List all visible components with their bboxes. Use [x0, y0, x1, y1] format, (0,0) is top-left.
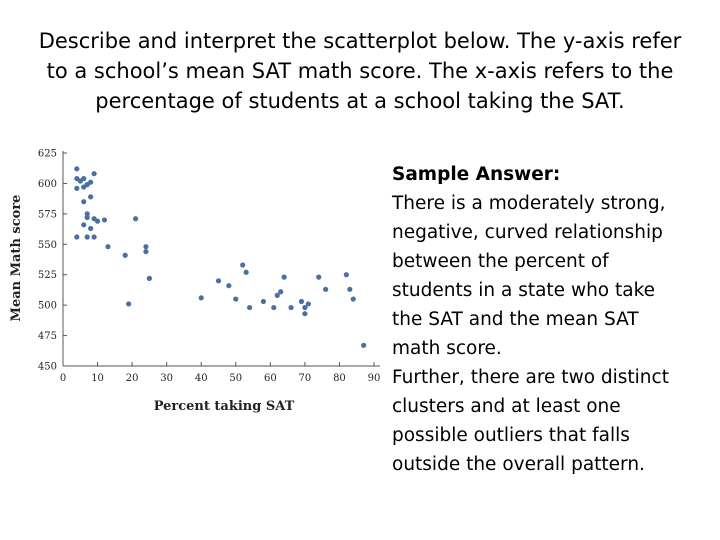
data-point — [92, 171, 97, 176]
answer-line: students in a state who take — [392, 280, 656, 301]
x-tick-label: 50 — [229, 373, 243, 384]
data-point — [123, 253, 128, 258]
data-point — [199, 295, 204, 300]
y-tick-label: 575 — [37, 209, 57, 221]
y-axis-title: Mean Math score — [9, 194, 24, 322]
data-point — [306, 301, 311, 306]
data-point — [344, 272, 349, 277]
data-point — [85, 215, 90, 220]
x-tick-label: 80 — [333, 373, 346, 384]
data-point — [133, 216, 138, 221]
data-point — [271, 305, 276, 310]
data-points — [74, 166, 366, 348]
data-point — [143, 249, 148, 254]
y-tick-label: 600 — [37, 178, 57, 190]
data-point — [299, 299, 304, 304]
question-text — [30, 26, 690, 116]
answer-heading: Sample Answer: — [392, 164, 561, 185]
x-tick-label: 70 — [298, 373, 312, 384]
data-point — [226, 283, 231, 288]
scatterplot — [0, 140, 380, 420]
data-point — [102, 217, 107, 222]
y-tick-label: 500 — [37, 300, 57, 312]
data-point — [74, 166, 79, 171]
data-point — [347, 287, 352, 292]
answer-line: outside the overall pattern. — [392, 454, 645, 475]
data-point — [282, 275, 287, 280]
data-point — [316, 275, 321, 280]
y-tick-label: 625 — [37, 148, 57, 160]
x-axis-title: Percent taking SAT — [153, 399, 295, 414]
data-point — [88, 180, 93, 185]
data-point — [288, 305, 293, 310]
data-point — [351, 296, 356, 301]
data-point — [81, 199, 86, 204]
data-point — [323, 287, 328, 292]
data-point — [88, 194, 93, 199]
x-tick-label: 60 — [263, 373, 277, 384]
answer-line: There is a moderately strong, — [392, 193, 666, 214]
question-line: to a school’s mean SAT math score. The x-axis refers to the — [46, 59, 674, 83]
answer-line: Further, there are two distinct — [392, 367, 669, 388]
y-tick-label: 525 — [37, 270, 57, 282]
data-point — [261, 299, 266, 304]
data-point — [126, 301, 131, 306]
answer-line: the SAT and the mean SAT — [392, 309, 639, 330]
question-line: Describe and interpret the scatterplot below. The y-axis refer — [38, 29, 682, 53]
data-point — [92, 234, 97, 239]
data-point — [95, 219, 100, 224]
data-point — [81, 176, 86, 181]
data-point — [216, 278, 221, 283]
data-point — [233, 296, 238, 301]
question-line: percentage of students at a school taking the SAT. — [95, 89, 625, 113]
y-tick-label: 450 — [37, 361, 57, 373]
data-point — [143, 244, 148, 249]
data-point — [74, 234, 79, 239]
answer-line: math score. — [392, 338, 502, 359]
data-point — [278, 289, 283, 294]
y-tick-label: 550 — [37, 239, 57, 251]
x-tick-label: 20 — [125, 373, 139, 384]
data-point — [88, 226, 93, 231]
answer-line: possible outliers that falls — [392, 425, 630, 446]
x-tick-label: 90 — [367, 373, 380, 384]
x-tick-label: 0 — [59, 373, 67, 384]
x-tick-label: 40 — [194, 373, 208, 384]
answer-line: negative, curved relationship — [392, 222, 663, 243]
data-point — [81, 222, 86, 227]
answer-line: between the percent of — [392, 251, 609, 272]
data-point — [244, 270, 249, 275]
data-point — [361, 343, 366, 348]
y-tick-label: 475 — [37, 331, 57, 343]
data-point — [147, 276, 152, 281]
x-axis-ticks — [60, 362, 380, 384]
answer-line: clusters and at least one — [392, 396, 621, 417]
data-point — [85, 234, 90, 239]
x-tick-label: 10 — [91, 373, 104, 384]
x-tick-label: 30 — [160, 373, 174, 384]
data-point — [74, 186, 79, 191]
data-point — [247, 305, 252, 310]
data-point — [302, 311, 307, 316]
sample-answer — [392, 160, 712, 479]
data-point — [240, 262, 245, 267]
data-point — [105, 244, 110, 249]
